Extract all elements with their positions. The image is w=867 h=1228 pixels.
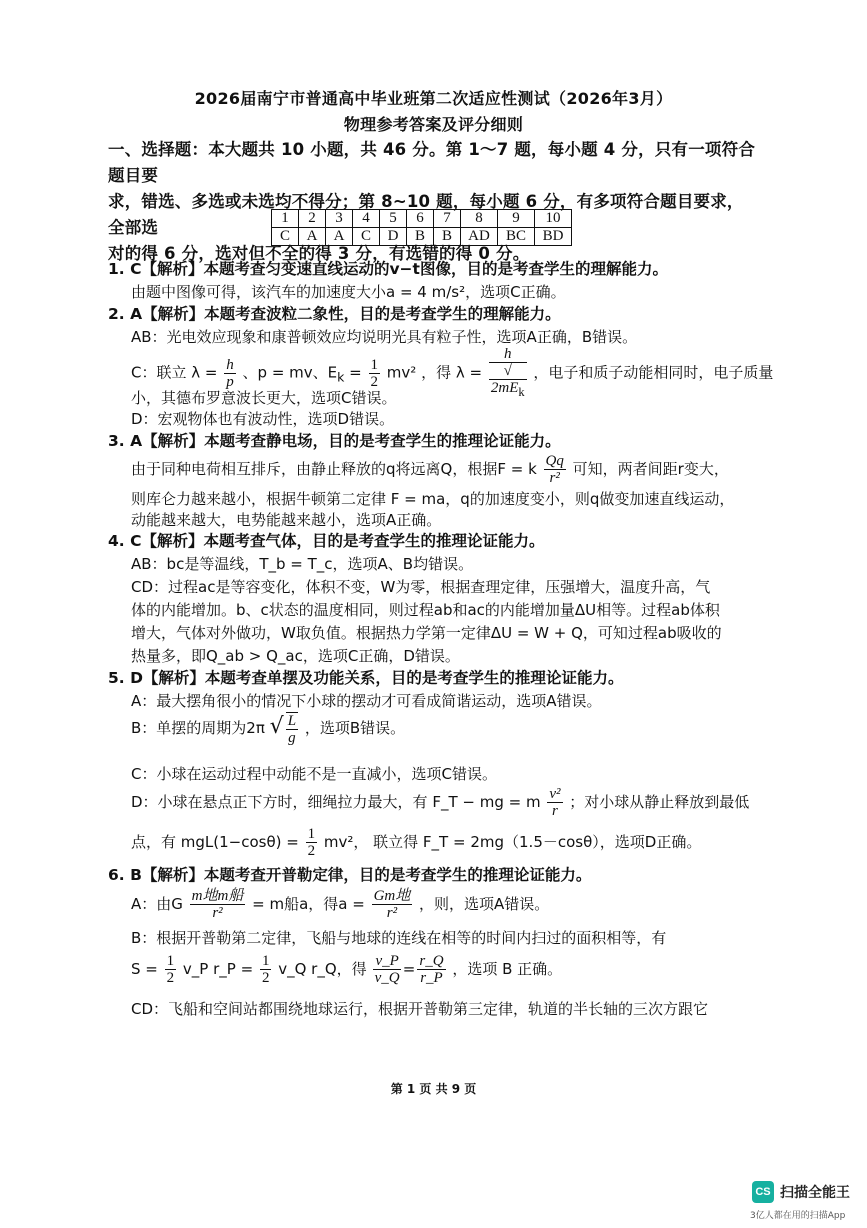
scanner-app-name: 扫描全能王 — [780, 1185, 850, 1201]
q6-heading: 6. B【解析】本题考查开普勒定律，目的是考查学生的推理论证能力。 — [108, 866, 592, 884]
fraction: h √ $2mE_k$ — [490, 346, 525, 399]
fraction: $\frac{\text{Gm地}}{\text{r²}}$ — [373, 888, 411, 921]
q5-b: B：单摆的周期为2π √ $\frac{L}{g}$ ，选项B错误。 — [131, 712, 406, 746]
q4-line4: 增大，气体对外做功，W取负值。根据热力学第一定律ΔU = W + Q，可知过程ab吸收的 — [131, 624, 722, 642]
fraction: $\frac{1}{2}$ — [307, 826, 316, 859]
fraction: $\frac{\text{v²}}{r}$ — [549, 786, 561, 819]
q2-heading: 2. A【解析】本题考查波粒二象性，目的是考查学生的理解能力。 — [108, 305, 561, 323]
answer-table-answer-row — [272, 228, 572, 246]
scanner-tagline: 3亿人都在用的扫描App — [750, 1211, 846, 1221]
section-intro — [108, 137, 758, 267]
q6-a: A：由G $\frac{\text{m地m船}}{\text{r²}}$ = m船a，得a = $\frac{\text{Gm地}}{\text{r²}}$ ，则，选项A错误。 — [131, 888, 550, 921]
q2-ab: AB：光电效应现象和康普顿效应均说明光具有粒子性，选项A正确，B错误。 — [131, 328, 638, 346]
fraction: $\frac{1}{2}$ — [166, 953, 175, 986]
q6-cd: CD：飞船和空间站都围绕地球运行，根据开普勒第三定律，轨道的半长轴的三次方跟它 — [131, 1000, 709, 1018]
question-number: 8 — [461, 210, 498, 228]
answer-cell: A — [326, 228, 353, 246]
answer-cell: BD — [535, 228, 572, 246]
q1-heading: 1. C【解析】本题考查匀变速直线运动的v−t图像，目的是考查学生的理解能力。 — [108, 260, 668, 278]
q5-a: A：最大摆角很小的情况下小球的摆动才可看成简谐运动，选项A错误。 — [131, 692, 602, 710]
document-subtitle: 物理参考答案及评分细则 — [343, 115, 524, 134]
fraction: $\frac{1}{2}$ — [370, 356, 379, 390]
fraction: $\frac{1}{2}$ — [261, 953, 270, 986]
fraction: $\frac{h}{p}$ — [226, 356, 234, 390]
fraction: $\frac{v\_P}{v\_Q}$ — [374, 953, 400, 986]
answer-cell: BC — [498, 228, 535, 246]
question-number: 10 — [535, 210, 572, 228]
intro-line: 求，错选、多选或未选均不得分；第 8~10 题，每小题 6 分，有多项符合题目要求，全部选 — [108, 192, 744, 237]
answer-cell: A — [299, 228, 326, 246]
question-number: 3 — [326, 210, 353, 228]
q4-heading: 4. C【解析】本题考查气体，目的是考查学生的推理论证能力。 — [108, 532, 545, 550]
q2-d: D：宏观物体也有波动性，选项D错误。 — [131, 410, 395, 428]
q5-heading: 5. D【解析】本题考查单摆及功能关系，目的是考查学生的推理论证能力。 — [108, 669, 624, 687]
answer-cell: C — [353, 228, 380, 246]
answer-cell: D — [380, 228, 407, 246]
q5-c: C：小球在运动过程中动能不是一直减小，选项C错误。 — [131, 765, 497, 783]
question-number: 5 — [380, 210, 407, 228]
document-title: 2026届南宁市普通高中毕业班第二次适应性测试（2026年3月） — [194, 89, 673, 108]
question-number: 9 — [498, 210, 535, 228]
q4-line3: 体的内能增加。b、c状态的温度相同，则过程ab和ac的内能增加量ΔU相等。过程ab体积 — [131, 601, 720, 619]
page-footer: 第 1 页 共 9 页 — [390, 1082, 477, 1096]
answer-table-number-row — [272, 210, 572, 228]
q2-c-text: C：联立 λ = — [131, 363, 218, 382]
q5-d2: 点，有 mgL(1−cosθ) = $\frac{1}{2}$ mv²， 联立得 F_T = 2mg（1.5－cosθ），选项D正确。 — [131, 826, 702, 859]
q6-b2: S = $\frac{1}{2}$ v_P r_P = $\frac{1}{2}$ v_Q r_Q，得 $\frac{v\_P}{v\_Q}$ = $\frac{r\_Q}{r\_P}$ ，选项 B 正确。 — [131, 953, 563, 986]
q3-line3: 动能越来越大，电势能越来越小，选项A正确。 — [131, 511, 442, 529]
question-number: 2 — [299, 210, 326, 228]
fraction: $\frac{L}{g}$ — [287, 712, 297, 746]
intro-line: 一、选择题：本大题共 10 小题，共 46 分。第 1～7 题，每小题 4 分，只有一项符合题目要 — [108, 140, 756, 185]
q4-line1: AB：bc是等温线，T_b = T_c，选项A、B均错误。 — [131, 555, 474, 573]
q1-line: 由题中图像可得，该汽车的加速度大小a = 4 m/s²，选项C正确。 — [131, 283, 566, 301]
intro-line: 对的得 6 分，选对但不全的得 3 分，有选错的得 0 分。 — [108, 244, 530, 263]
q4-line2: CD：过程ac是等容变化，体积不变，W为零，根据查理定律，压强增大，温度升高，气 — [131, 578, 711, 596]
q3-line1: 由于同种电荷相互排斥，由静止释放的q将远离Q，根据F = k $\frac{Qq}{\text{r²}}$ 可知，两者间距r变大， — [131, 453, 729, 486]
fraction: $\frac{r\_Q}{r\_P}$ — [419, 953, 444, 986]
question-number: 7 — [434, 210, 461, 228]
answer-cell: AD — [461, 228, 498, 246]
q4-line5: 热量多，即Q_ab > Q_ac，选项C正确，D错误。 — [131, 647, 460, 665]
fraction: $\frac{Qq}{\text{r²}}$ — [545, 453, 564, 486]
q2-c-formula: C：联立 λ = $\frac{h}{p}$ 、p = mv、$E_k$ = $\frac{1}{2}$ mv² ，得 λ = h √ $2mE_k$ ，电子和质子动能相同时，电子质量 — [131, 346, 774, 399]
q2-c-cont: 小，其德布罗意波长更大，选项C错误。 — [131, 389, 397, 407]
question-number: 6 — [407, 210, 434, 228]
q5-d1: D：小球在悬点正下方时，细绳拉力最大，有 F_T − mg = m $\frac{\text{v²}}{r}$ ；对小球从静止释放到最低 — [131, 786, 750, 819]
answer-cell: B — [407, 228, 434, 246]
fraction: $\frac{\text{m地m船}}{\text{r²}}$ — [191, 888, 244, 921]
answer-table — [271, 209, 572, 246]
q3-line2: 则库仑力越来越小，根据牛顿第二定律 F = ma，q的加速度变小，则q做变加速直线运动， — [131, 490, 735, 508]
q3-heading: 3. A【解析】本题考查静电场，目的是考查学生的推理论证能力。 — [108, 432, 561, 450]
sqrt-symbol: √ — [269, 714, 284, 739]
scanner-logo-icon: CS — [752, 1181, 774, 1203]
answer-cell: B — [434, 228, 461, 246]
q6-b1: B：根据开普勒第二定律，飞船与地球的连线在相等的时间内扫过的面积相等，有 — [131, 929, 667, 947]
answer-cell: C — [272, 228, 299, 246]
question-number: 4 — [353, 210, 380, 228]
question-number: 1 — [272, 210, 299, 228]
